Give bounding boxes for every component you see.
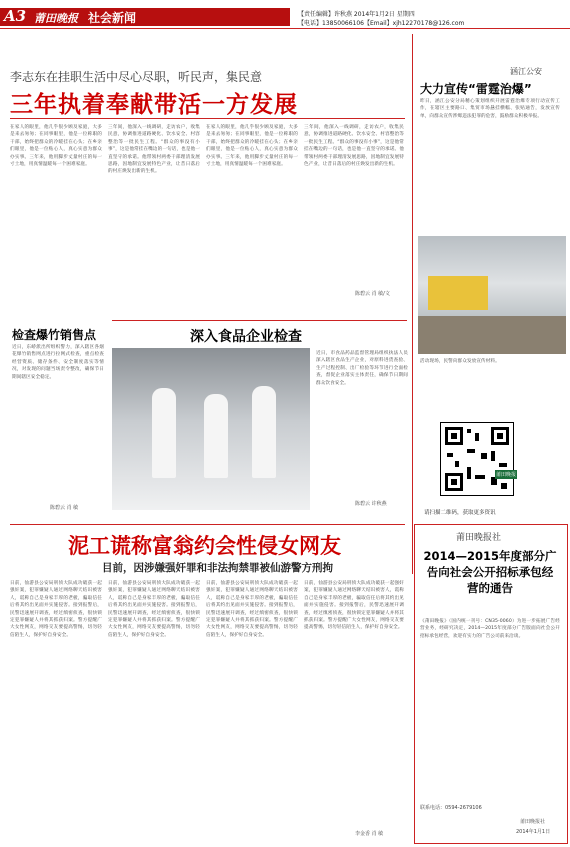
excavator-shape <box>428 276 488 310</box>
sidebar-body: 昨日，涵江公安分局精心策划组织开展雷霆治爆专项行动宣传工作，在辖区主要路口、集贸市场悬挂横幅、张贴通告，发放宣传单，向群众宣传涉爆违法犯罪的危害，鼓励群众积极举报。 <box>420 99 560 119</box>
police-photo <box>418 236 566 354</box>
food-headline: 深入食品企业检查 <box>190 329 302 345</box>
food-rule-top <box>112 320 407 321</box>
notice-signature: 莆田晚报社 <box>520 819 546 825</box>
brand-logo: 莆田晚报 <box>34 12 78 25</box>
inspector-figure-2 <box>204 394 228 478</box>
notice-headline: 2014—2015年度部分广告向社会公开招标承包经营的通告 <box>423 549 557 595</box>
food-body: 近日，市食品药品监督管理局组织执法人员深入辖区食品生产企业，对原料进货查验、生产过程控制、出厂检验等环节进行全面检查，督促企业落实主体责任，确保节日期间群众饮食安全。 <box>316 351 408 386</box>
sidebar-headline: 大力宣传“雷霆治爆” <box>420 82 532 96</box>
lead-kicker: 李志东在挂职生活中尽心尽职，听民声，集民意 <box>10 70 263 84</box>
qr-brand-badge: 莆田晚报 <box>496 472 517 478</box>
contact-line: 【电话】13850066106【Email】xjh12270178@126.com <box>298 20 465 27</box>
section-title: 社会新闻 <box>84 9 140 26</box>
qr-caption: 请扫描二维码，获取更多资讯 <box>424 510 496 516</box>
notice-brand: 莆田晚报社 <box>456 533 502 543</box>
inspection-byline: 陈碧云 肖 敏 <box>50 505 79 511</box>
page-number: A3 <box>4 7 27 25</box>
sidebar-divider <box>412 34 413 574</box>
notice-date: 2014年1月1日 <box>516 829 551 835</box>
fraud-body-col4: 日前，仙游县公安局刑侦大队成功破获一起强奸案，犯罪嫌疑人通过网络聊天结识被害人，谎称自己是身家丰厚的老板，骗取信任后将其约出见面并实施侵害。接到报警后，民警迅速展开调查，经过缜密侦查，很快锁定犯罪嫌疑人并将其抓获归案。警方提醒广大女性网友，网络交友要提高警惕，切勿轻信陌生人，保护好自身安全。 <box>304 581 404 631</box>
food-photo <box>112 348 310 510</box>
lead-body-col2: 三年间，他深入一线调研，走访农户，收集民意，协调推进道路硬化、饮水安全、村容整治等一批民生工程。“群众的事没有小事”，这是他常挂在嘴边的一句话，也是他一直坚守的承诺。他带领村两委干部理清发展思路，因地制宜发展特色产业，让昔日落后的村庄焕发出新的生机。 <box>108 125 200 175</box>
food-byline: 陈碧云 许秋燕 <box>355 501 387 507</box>
fraud-body-col2: 日前，仙游县公安局刑侦大队成功破获一起强奸案，犯罪嫌疑人通过网络聊天结识被害人，谎称自己是身家丰厚的老板，骗取信任后将其约出见面并实施侵害。接到报警后，民警迅速展开调查，经过缜密侦查，很快锁定犯罪嫌疑人并将其抓获归案。警方提醒广大女性网友，网络交友要提高警惕，切勿轻信陌生人，保护好自身安全。 <box>108 581 200 638</box>
qr-code[interactable] <box>440 422 514 496</box>
header-rule <box>0 28 570 29</box>
sidebar-caption: 活动现场，民警向群众发放宣传材料。 <box>420 359 500 364</box>
lead-body-col3: 在家人的眼里，他几乎很少顾及家庭，大多是来去匆匆；在同事眼里，他是一位称职的干部，始终把群众的冷暖挂在心头；在乡亲们眼里，他是一位贴心人，真心实意为群众办实事。三年来，他用脚步丈量村庄的每一寸土地，用真情温暖每一个困难家庭。 <box>206 125 298 168</box>
inspector-figure-3 <box>252 386 276 478</box>
inspection-headline: 检查爆竹销售点 <box>12 328 97 342</box>
fraud-body-col3: 日前，仙游县公安局刑侦大队成功破获一起强奸案，犯罪嫌疑人通过网络聊天结识被害人，谎称自己是身家丰厚的老板，骗取信任后将其约出见面并实施侵害。接到报警后，民警迅速展开调查，经过缜密侦查，很快锁定犯罪嫌疑人并将其抓获归案。警方提醒广大女性网友，网络交友要提高警惕，切勿轻信陌生人，保护好自身安全。 <box>206 581 298 638</box>
fraud-byline: 李金香 肖 敏 <box>355 831 384 837</box>
lead-body-col4: 三年间，他深入一线调研，走访农户，收集民意，协调推进道路硬化、饮水安全、村容整治等一批民生工程。“群众的事没有小事”，这是他常挂在嘴边的一句话，也是他一直坚守的承诺。他带领村两委干部理清发展思路，因地制宜发展特色产业，让昔日落后的村庄焕发出新的生机。 <box>304 125 404 168</box>
sidebar-kicker: 涵江公安 <box>510 67 542 76</box>
inspector-figure-1 <box>152 388 176 478</box>
lead-headline: 三年执着奉献带活一方发展 <box>10 92 298 118</box>
lead-rule <box>10 118 405 119</box>
inspection-body: 近日，东峤派出所组织警力，深入辖区各烟花爆竹销售网点进行拉网式检查，重点检查经营资质、储存条件、安全制度落实等情况，对发现的问题当场责令整改，确保节日期间辖区安全稳定。 <box>12 345 104 380</box>
lead-body-col1: 在家人的眼里，他几乎很少顾及家庭，大多是来去匆匆；在同事眼里，他是一位称职的干部，始终把群众的冷暖挂在心头；在乡亲们眼里，他是一位贴心人，真心实意为群众办实事。三年来，他用脚步丈量村庄的每一寸土地，用真情温暖每一个困难家庭。 <box>10 125 102 168</box>
fraud-subheadline: 目前，因涉嫌强奸罪和非法拘禁罪被仙游警方刑拘 <box>102 562 333 574</box>
fraud-headline: 泥工谎称富翁约会性侵女网友 <box>68 534 341 558</box>
lead-byline: 陈碧云 肖 敏/文 <box>355 291 390 297</box>
fraud-rule-top <box>10 524 405 525</box>
notice-body: 《莆田晚报》（国内统一刊号：CN35-0060）为进一步拓展广告经营业务，经研究决定，2014—2015年度部分广告版面向社会公开招标承包经营，欢迎有实力的广告公司前来洽谈。 <box>420 619 560 639</box>
fraud-body-col1: 日前，仙游县公安局刑侦大队成功破获一起强奸案，犯罪嫌疑人通过网络聊天结识被害人，谎称自己是身家丰厚的老板，骗取信任后将其约出见面并实施侵害。接到报警后，民警迅速展开调查，经过缜密侦查，很快锁定犯罪嫌疑人并将其抓获归案。警方提醒广大女性网友，网络交友要提高警惕，切勿轻信陌生人，保护好自身安全。 <box>10 581 102 638</box>
ground-shape <box>418 316 566 354</box>
notice-contact: 联系电话：0594-2679106 <box>420 805 482 811</box>
qr-pattern-icon <box>441 423 513 495</box>
editor-line: 【责任编辑】许秋燕 2014年1月2日 星期四 <box>298 11 415 18</box>
